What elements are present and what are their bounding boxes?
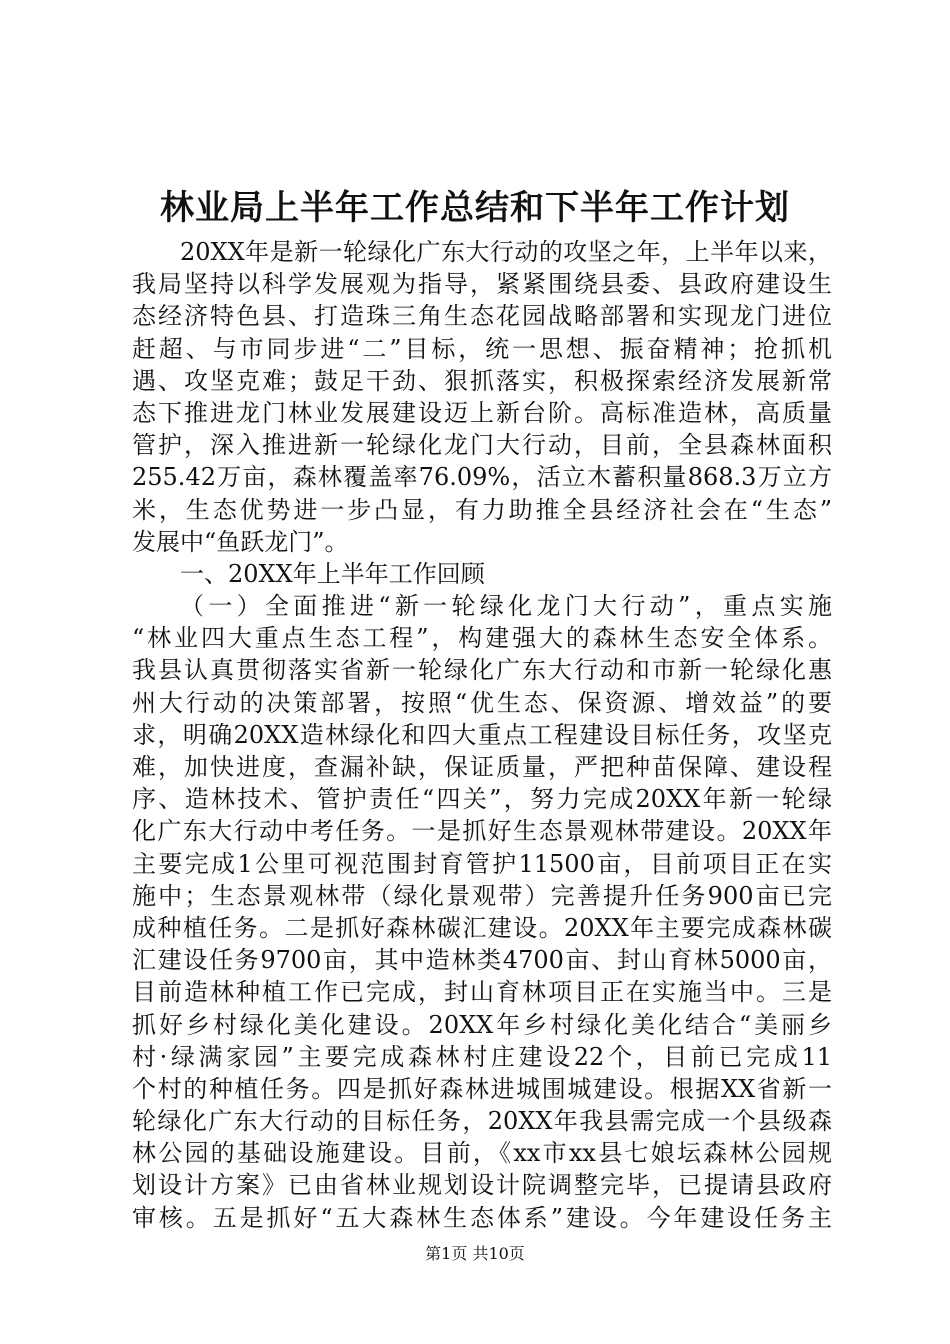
paragraph-line: “林业四大重点生态工程”，构建强大的森林生态安全体系。	[132, 624, 832, 653]
paragraph-line: 求，明确20XX造林绿化和四大重点工程建设目标任务，攻坚克	[132, 720, 832, 749]
page-footer: 第1页 共10页	[425, 1244, 525, 1263]
section-heading: 一、20XX年上半年工作回顾	[180, 559, 485, 588]
paragraph-line: 态下推进龙门林业发展建设迈上新台阶。高标准造林，高质量	[132, 398, 832, 427]
paragraph-line: 林公园的基础设施建设。目前，《xx市xx县七娘坛森林公园规	[132, 1139, 832, 1168]
paragraph-line: 轮绿化广东大行动的目标任务，20XX年我县需完成一个县级森	[132, 1107, 832, 1136]
paragraph-line: 赶超、与市同步进“二”目标，统一思想、振奋精神；抢抓机	[132, 334, 832, 363]
paragraph-line: 20XX年是新一轮绿化广东大行动的攻坚之年，上半年以来，	[180, 238, 832, 266]
paragraph-line: 难，加快进度，查漏补缺，保证质量，严把种苗保障、建设程	[132, 753, 832, 781]
paragraph-line: 255.42万亩，森林覆盖率76.09%，活立木蓄积量868.3万立方	[132, 463, 832, 492]
paragraph-line: 个村的种植任务。四是抓好森林进城围城建设。根据XX省新一	[132, 1074, 832, 1103]
paragraph-line: 抓好乡村绿化美化建设。20XX年乡村绿化美化结合“美丽乡	[132, 1010, 832, 1039]
paragraph-line: 村·绿满家园”主要完成森林村庄建设22个，目前已完成11	[132, 1042, 832, 1071]
paragraph-line: （一）全面推进“新一轮绿化龙门大行动”，重点实施	[180, 592, 832, 621]
paragraph-line: 我局坚持以科学发展观为指导，紧紧围绕县委、县政府建设生	[132, 270, 832, 299]
paragraph-line: 管护，深入推进新一轮绿化龙门大行动，目前，全县森林面积	[132, 431, 832, 460]
paragraph-line: 序、造林技术、管护责任“四关”，努力完成20XX年新一轮绿	[132, 785, 832, 814]
paragraph-line: 米，生态优势进一步凸显，有力助推全县经济社会在“生态”	[132, 495, 832, 524]
paragraph-line: 我县认真贯彻落实省新一轮绿化广东大行动和市新一轮绿化惠	[132, 656, 832, 685]
paragraph-line: 遇、攻坚克难；鼓足干劲、狠抓落实，积极探索经济发展新常	[132, 366, 832, 395]
document-body	[132, 236, 832, 1234]
paragraph-line: 化广东大行动中考任务。一是抓好生态景观林带建设。20XX年	[132, 817, 832, 846]
paragraph-line: 成种植任务。二是抓好森林碳汇建设。20XX年主要完成森林碳	[132, 913, 832, 942]
paragraph-line: 汇建设任务9700亩，其中造林类4700亩、封山育林5000亩，	[132, 946, 832, 975]
paragraph-line: 州大行动的决策部署，按照“优生态、保资源、增效益”的要	[132, 688, 832, 717]
document-title: 林业局上半年工作总结和下半年工作计划	[160, 188, 790, 228]
paragraph-line: 划设计方案》已由省林业规划设计院调整完毕，已提请县政府	[132, 1171, 832, 1200]
paragraph-line: 态经济特色县、打造珠三角生态花园战略部署和实现龙门进位	[132, 302, 832, 331]
paragraph-line: 发展中“鱼跃龙门”。	[132, 527, 349, 556]
paragraph-line: 主要完成1公里可视范围封育管护11500亩，目前项目正在实	[132, 849, 832, 878]
paragraph-line: 目前造林种植工作已完成，封山育林项目正在实施当中。三是	[132, 978, 832, 1007]
paragraph-line: 审核。五是抓好“五大森林生态体系”建设。今年建设任务主	[132, 1203, 832, 1232]
paragraph-line: 施中；生态景观林带（绿化景观带）完善提升任务900亩已完	[132, 881, 832, 910]
